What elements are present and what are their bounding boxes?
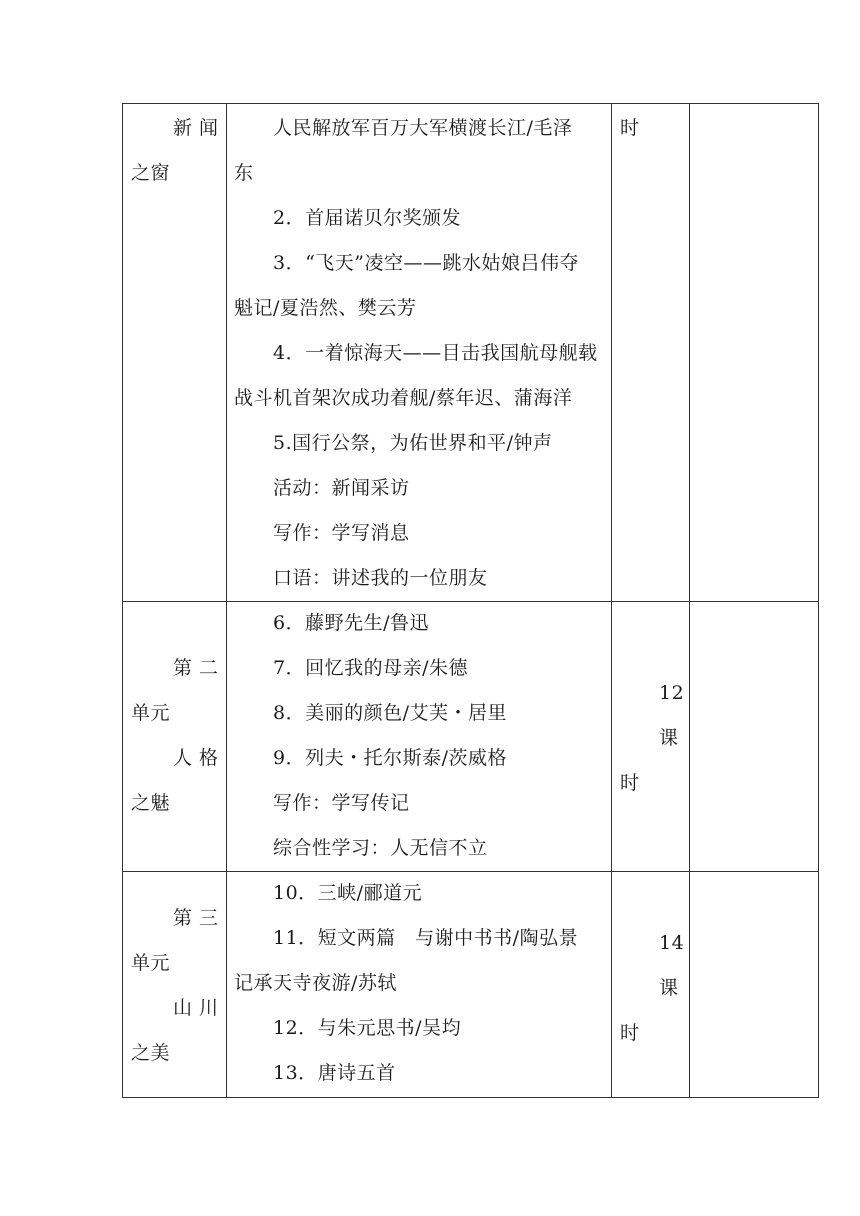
hours-label: 时 [620,1022,640,1044]
lesson-line: 8．美丽的颜色/艾芙・居里 [273,702,507,724]
unit-label: 单元 [131,952,171,974]
unit-label: 单元 [131,702,171,724]
lesson-line: 13．唐诗五首 [273,1062,396,1084]
unit-label: 之美 [131,1042,171,1064]
lesson-line: 3．“飞天”凌空——跳水姑娘吕伟夺 [273,252,580,274]
lesson-line: 战斗机首架次成功着舰/蔡年迟、蒲海洋 [234,387,573,409]
hours-label: 12 [659,682,685,704]
hours-label: 14 [659,932,685,954]
lesson-line: 东 [234,162,254,184]
lesson-line: 2．首届诺贝尔奖颁发 [273,207,462,229]
lesson-line: 7．回忆我的母亲/朱德 [273,657,468,679]
writing-line: 写作：学写消息 [273,522,410,544]
activity-line: 活动：新闻采访 [273,477,410,499]
lesson-line: 9．列夫・托尔斯泰/茨威格 [273,747,507,769]
hours-label: 课 [659,727,679,749]
lesson-line: 10．三峡/郦道元 [273,882,423,904]
lesson-line: 6．藤野先生/鲁迅 [273,612,429,634]
row-divider [123,601,818,602]
oral-line: 口语：讲述我的一位朋友 [273,567,488,589]
lesson-line: 12．与朱元思书/吴均 [273,1017,462,1039]
unit-label: 之窗 [131,162,171,184]
unit-label: 新 闻 [173,117,219,139]
lesson-line: 魁记/夏浩然、樊云芳 [234,297,417,319]
writing-line: 写作：学写传记 [273,792,410,814]
hours-label: 课 [659,977,679,999]
unit-label: 人 格 [173,747,219,769]
study-line: 综合性学习：人无信不立 [273,837,488,859]
unit-label: 之魅 [131,792,171,814]
lesson-line: 记承天寺夜游/苏轼 [234,972,397,994]
lesson-line: 4．一着惊海天——目击我国航母舰载 [273,342,598,364]
hours-label: 时 [620,117,640,139]
hours-label: 时 [620,772,640,794]
lesson-line: 11．短文两篇 与谢中书书/陶弘景 [273,927,579,949]
unit-label: 第 三 [173,907,219,929]
unit-label: 第 二 [173,657,219,679]
lesson-line: 5.国行公祭，为佑世界和平/钟声 [273,432,553,454]
unit-label: 山 川 [173,997,219,1019]
lesson-line: 人民解放军百万大军横渡长江/毛泽 [273,117,573,139]
row-divider [123,871,818,872]
curriculum-table [122,103,819,1098]
